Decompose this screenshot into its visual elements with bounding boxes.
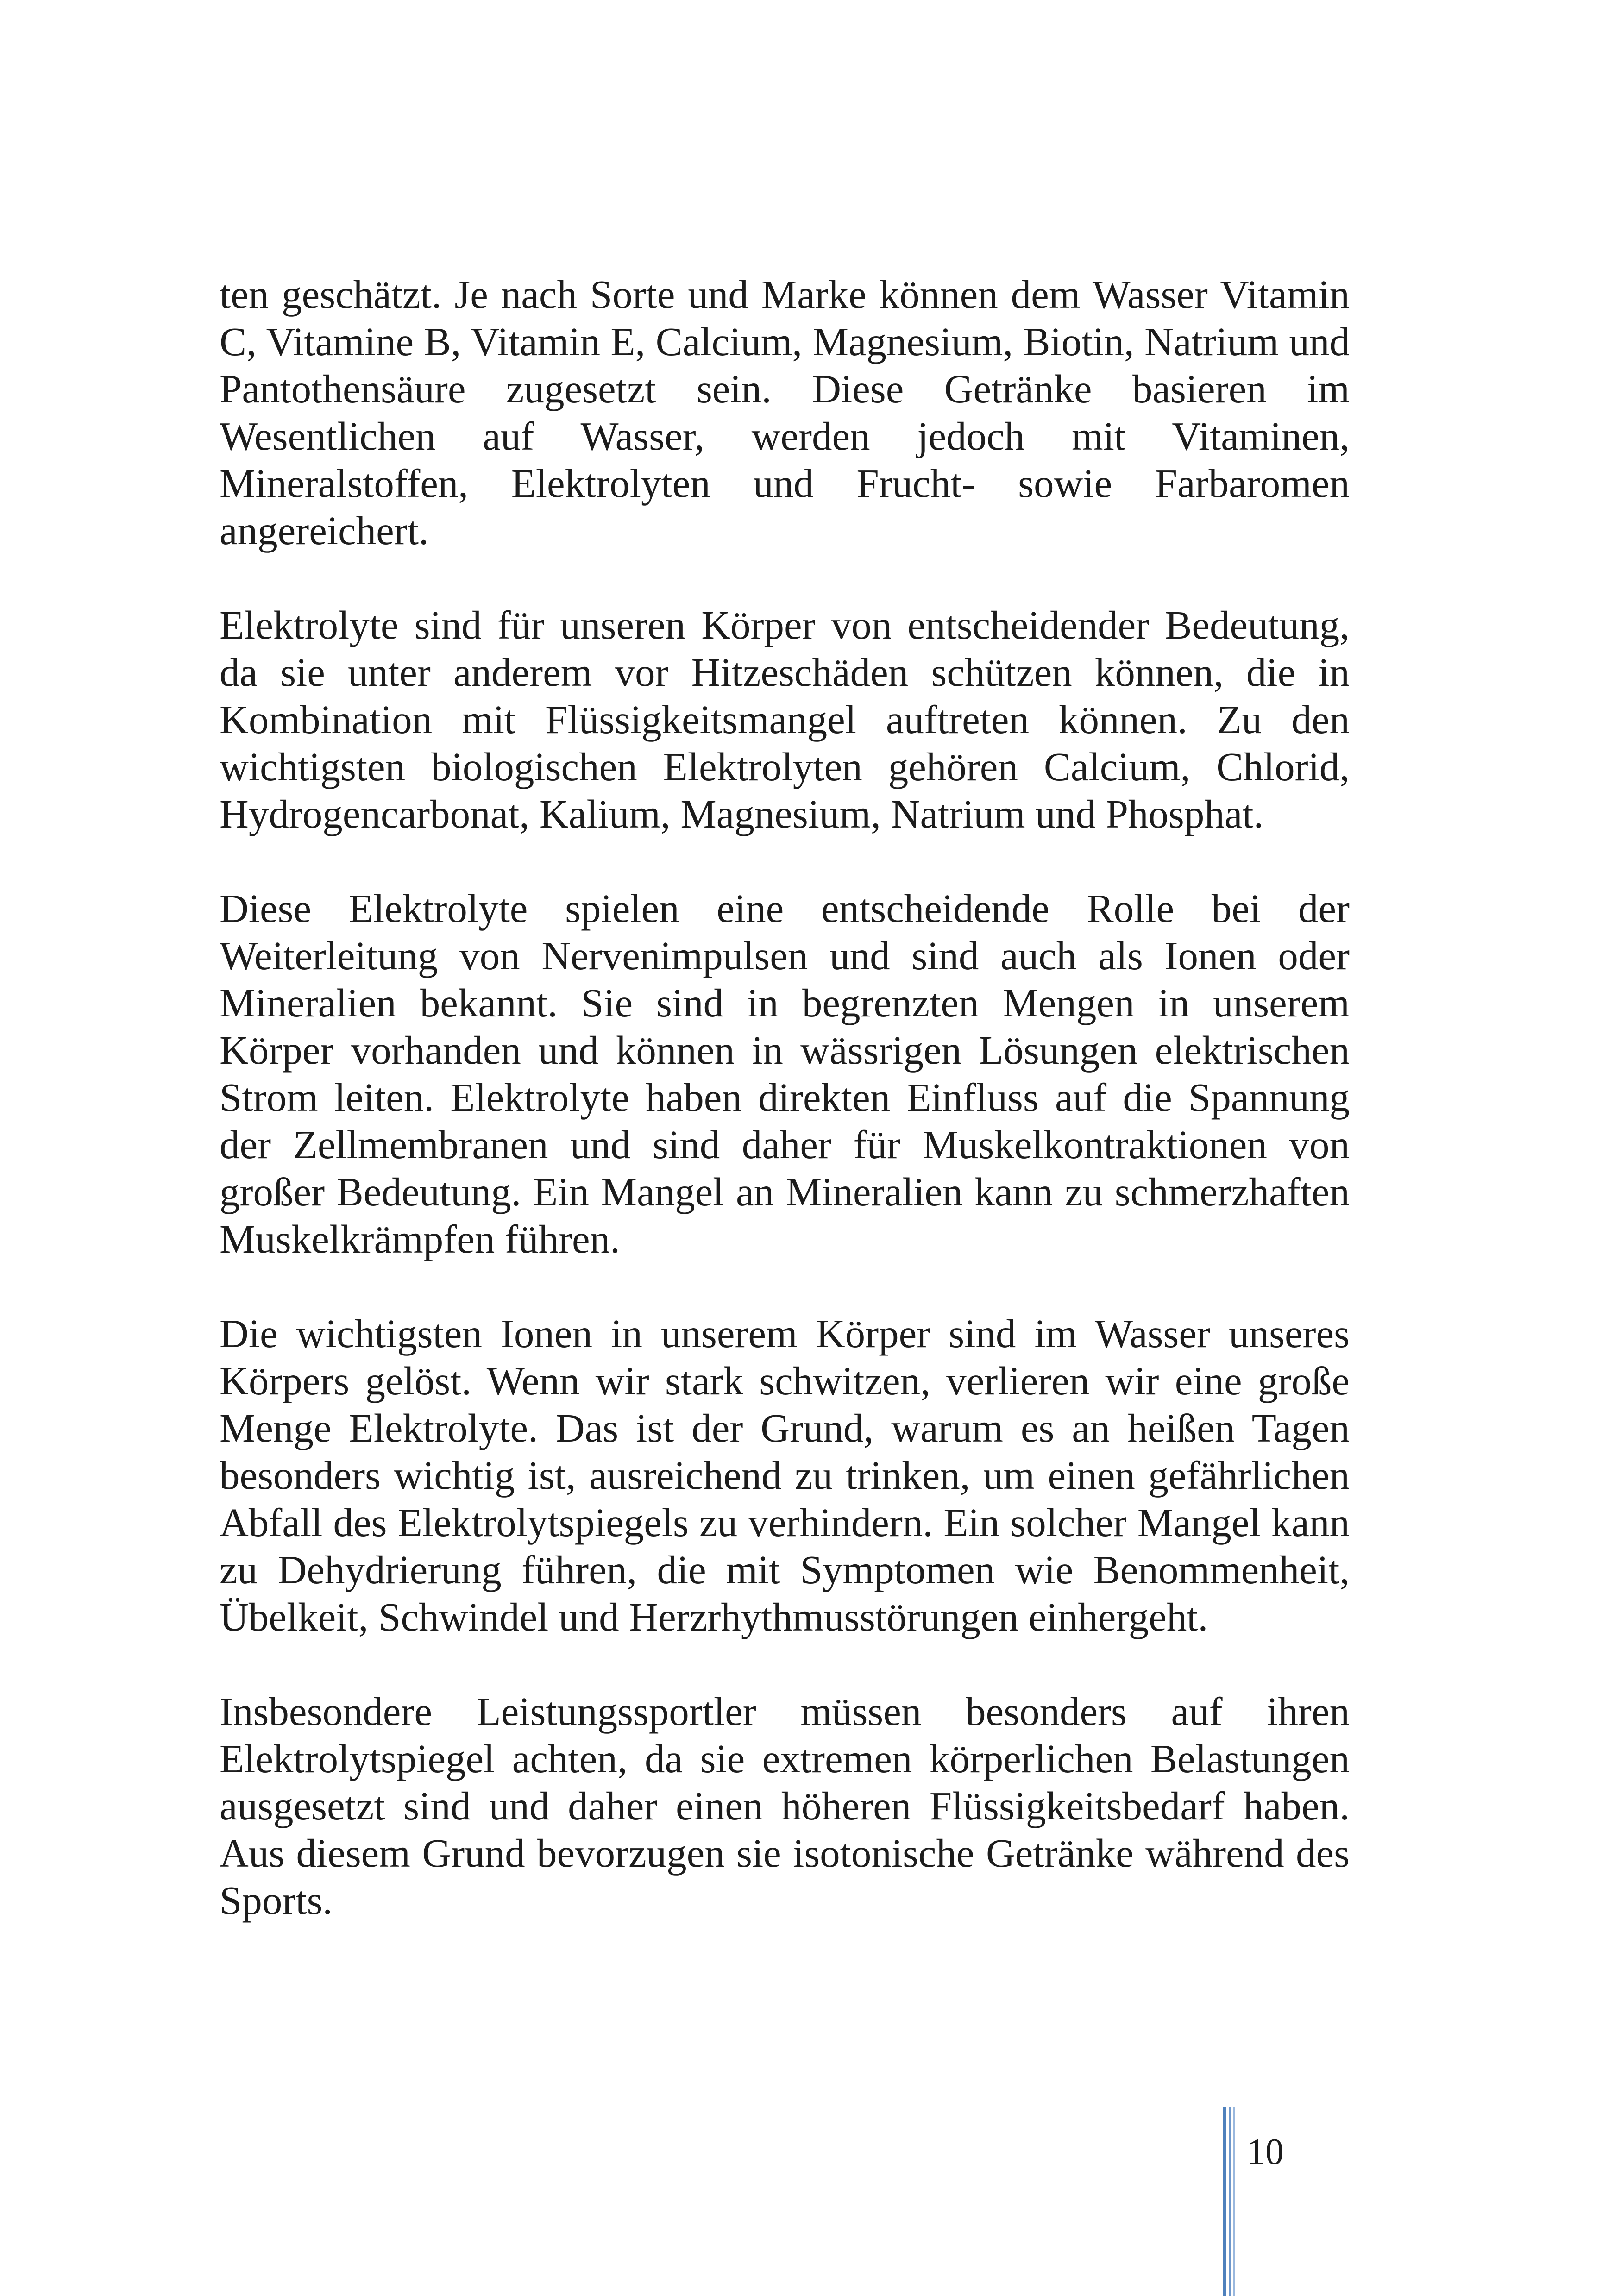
paragraph-5: Insbesondere Leistungssportler müssen besonders auf ihren Elektrolytspiegel achten, da sie extremen körperlichen Belastungen ausgesetzt sind und daher einen höheren Flüssigkeitsbedarf haben. Aus diesem Grund bevorzugen sie isotonische Getränke während des Sports. [220,1689,1350,1923]
paragraph-1: ten geschätzt. Je nach Sorte und Marke können dem Wasser Vitamin C, Vitamine B, Vitamin E, Calcium, Magnesium, Biotin, Natrium und Pantothensäure zugesetzt sein. Diese Getränke basieren im Wesentlichen auf Wasser, werden jedoch mit Vitaminen, Mineralstoffen, Elektrolyten und Frucht- sowie Farbaromen angereichert. [220,272,1350,553]
footer-rule-dark [1223,2107,1226,2296]
page-footer [1223,2107,1408,2296]
body-text [220,271,1350,1924]
paragraph-4: Die wichtigsten Ionen in unserem Körper sind im Wasser unseres Körpers gelöst. Wenn wir stark schwitzen, verlieren wir eine große Menge Elektrolyte. Das ist der Grund, warum es an heißen Tagen besonders wichtig ist, ausreichend zu trinken, um einen gefährlichen Abfall des Elektrolytspiegels zu verhindern. Ein solcher Mangel kann zu Dehydrierung führen, die mit Symptomen wie Benommenheit, Übelkeit, Schwindel und Herzrhythmusstörungen einhergeht. [220,1311,1350,1639]
footer-rule-mid [1229,2107,1231,2296]
footer-rule-light [1233,2107,1235,2296]
paragraph-2: Elektrolyte sind für unseren Körper von entscheidender Bedeutung, da sie unter anderem vor Hitzeschäden schützen können, die in Kombination mit Flüssigkeitsmangel auftreten können. Zu den wichtigsten biologischen Elektrolyten gehören Calcium, Chlorid, Hydrogencarbonat, Kalium, Magnesium, Natrium und Phosphat. [220,602,1350,836]
paragraph-3: Diese Elektrolyte spielen eine entscheidende Rolle bei der Weiterleitung von Nervenimpulsen und sind auch als Ionen oder Mineralien bekannt. Sie sind in begrenzten Mengen in unserem Körper vorhanden und können in wässrigen Lösungen elektrischen Strom leiten. Elektrolyte haben direkten Einfluss auf die Spannung der Zellmembranen und sind daher für Muskelkontraktionen von großer Bedeutung. Ein Mangel an Mineralien kann zu schmerzhaften Muskelkrämpfen führen. [220,886,1350,1261]
page-number: 10 [1247,2132,1284,2172]
